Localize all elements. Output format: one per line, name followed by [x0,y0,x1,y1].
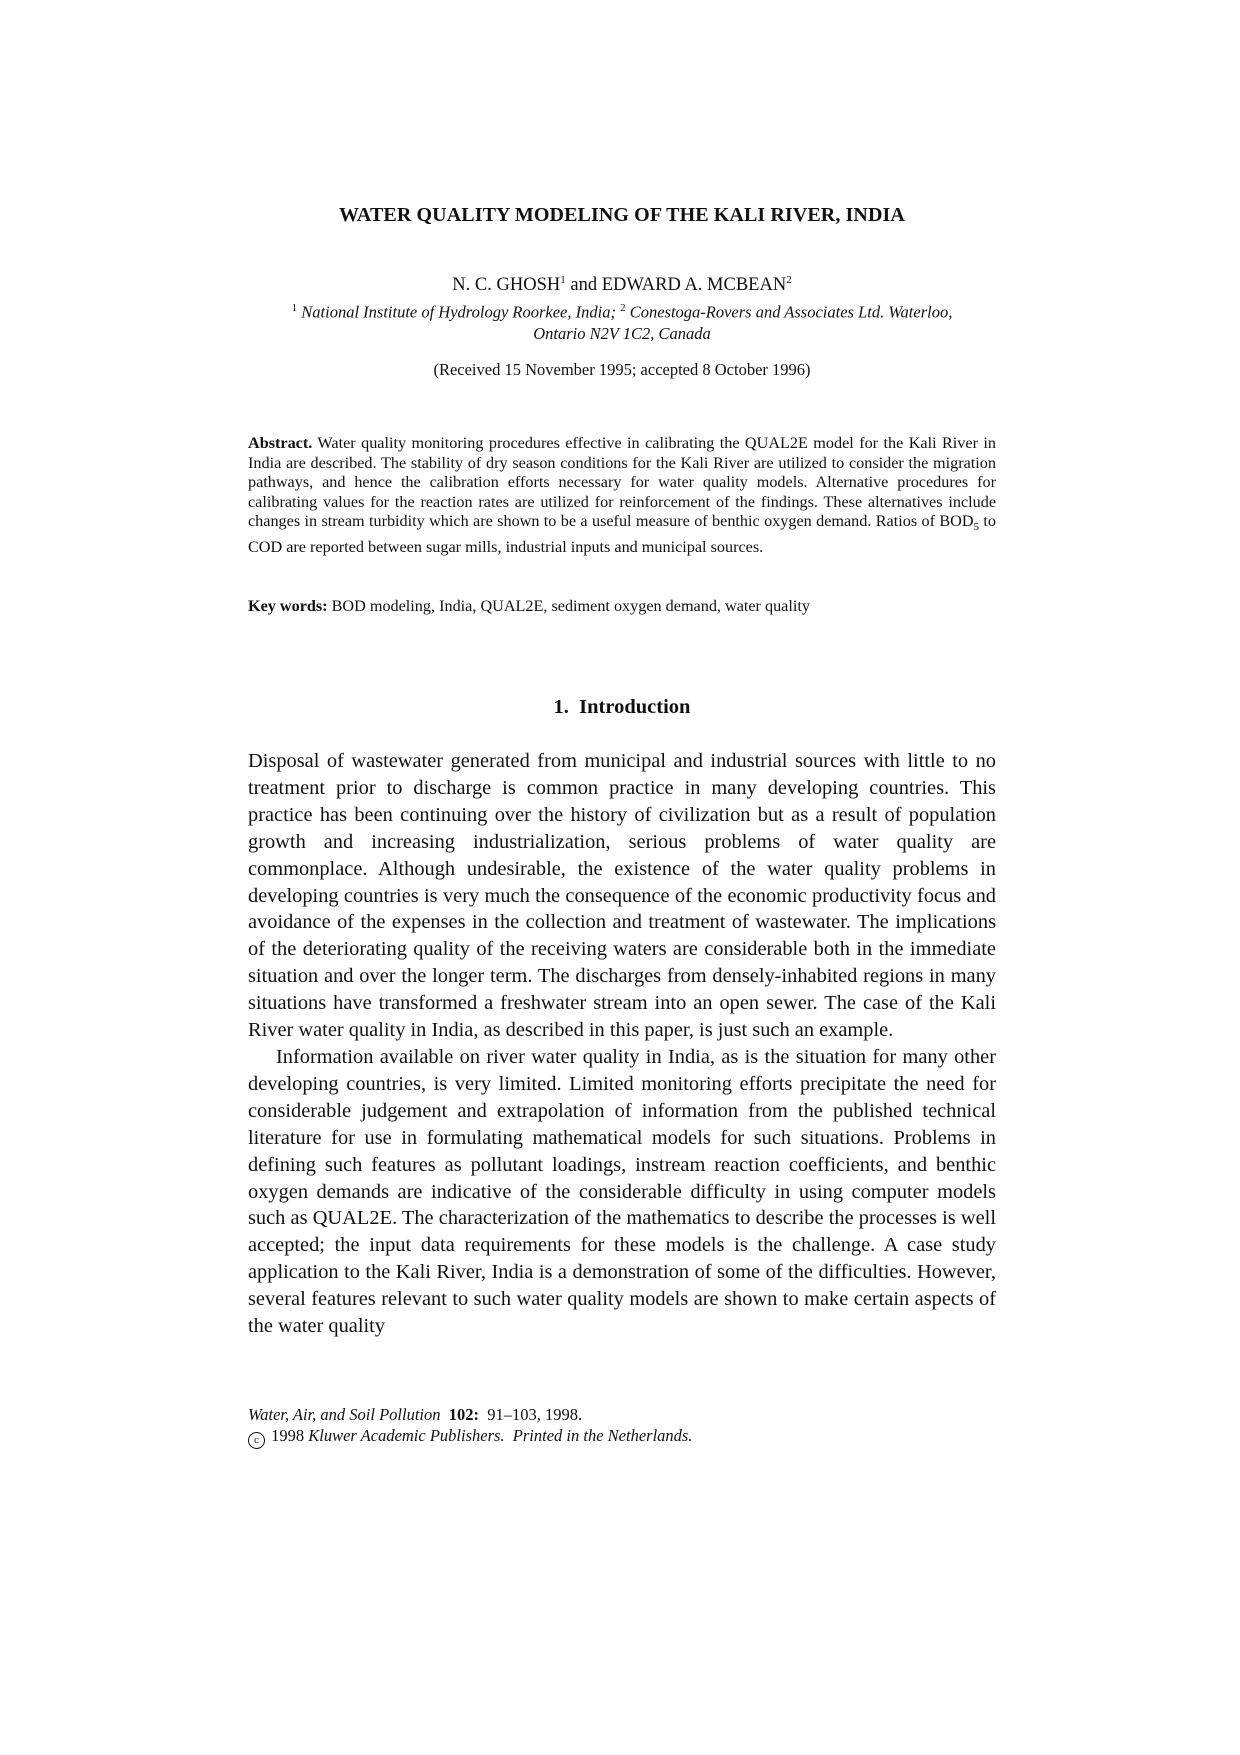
author-2-mark: 2 [786,274,792,286]
paragraph-1: Disposal of wastewater generated from municipal and industrial sources with little to no treatment prior to discharge is common practice in many developing countries. This practice has been continuing over the history of civilization but as a result of population growth and increasing industrialization, serious problems of water quality are commonplace. Although undesirable, the existence of the water quality problems in developing countries is very much the consequence of the economic productivity focus and avoidance of the expenses in the collection and treatment of wastewater. The implications of the deteriorating quality of the receiving waters are considerable both in the immediate situation and over the longer term. The discharges from densely-inhabited regions in many situations have transformed a freshwater stream into an open sewer. The case of the Kali River water quality in India, as described in this paper, is just such an example. [248,750,996,1042]
author-2: EDWARD A. MCBEAN [601,275,787,296]
copyright-icon: c [248,1432,265,1449]
section-title: Introduction [579,696,691,718]
keywords [248,597,996,616]
footer-citation [248,1405,996,1449]
journal-name: Water, Air, and Soil Pollution [248,1405,441,1424]
affiliations [248,298,996,345]
affiliation-line-1 [248,298,996,323]
author-and: and [565,275,602,296]
body-text [248,748,996,1340]
abstract-text-1: Water quality monitoring procedures effective in calibrating the QUAL2E model for the Kali River in India are described. The stability of dry season conditions for the Kali River are utilized to consider the migration pathways, and hence the calibration efforts necessary for water quality models. Alternative procedures for calibrating values for the reaction rates are utilized for reinforcement of the findings. These alternatives include changes in stream turbidity which are shown to be a useful measure of benthic oxygen demand. Ratios of BOD [248,434,996,531]
abstract-text-2: to COD are reported between sugar mills, industrial inputs and municipal sources. [248,512,996,557]
keywords-label: Key words: [248,597,328,615]
paper-title: WATER QUALITY MODELING OF THE KALI RIVER, INDIA [339,204,905,226]
paragraph-2: Information available on river water quality in India, as is the situation for many other developing countries, is very limited. Limited monitoring efforts precipitate the need for considerable judgement and extrapolation of information from the published technical literature for use in formulating mathematical models for such situations. Problems in defining such features as pollutant loadings, instream reaction coefficients, and benthic oxygen demands are indicative of the considerable difficulty in using computer models such as QUAL2E. The characterization of the mathematics to describe the processes is well accepted; the input data requirements for these models is the challenge. A case study application to the Kali River, India is a demonstration of some of the difficulties. However, several features relevant to such water quality models are shown to make certain aspects of the water quality [248,1045,996,1338]
received-dates: (Received 15 November 1995; accepted 8 October 1996) [433,360,811,379]
publisher: Kluwer Academic Publishers. Printed in the Netherlands. [308,1425,693,1445]
journal-line [248,1405,996,1426]
abstract-subscript: 5 [973,521,980,534]
author-1: N. C. GHOSH [452,275,561,296]
affiliation-2-part-2: Ontario N2V 1C2, Canada [533,324,711,343]
keywords-text: BOD modeling, India, QUAL2E, sediment oxygen demand, water quality [327,597,810,615]
abstract [248,434,996,558]
affiliation-2-mark: 2 [620,302,626,314]
author-line [248,274,996,296]
author-1-mark: 1 [560,274,566,286]
journal-volume: 102: [448,1405,480,1424]
affiliation-1-mark: 1 [291,302,298,314]
copyright-line [248,1426,996,1449]
affiliation-1: National Institute of Hydrology Roorkee, India; [297,302,621,322]
abstract-label: Abstract. [248,434,313,452]
copyright-year: 1998 [267,1425,309,1445]
section-number: 1. [553,696,569,718]
affiliation-2-part-1: Conestoga-Rovers and Associates Ltd. Waterloo, [625,302,953,322]
journal-pages: 91–103, 1998. [479,1405,583,1424]
section-heading [248,696,996,719]
